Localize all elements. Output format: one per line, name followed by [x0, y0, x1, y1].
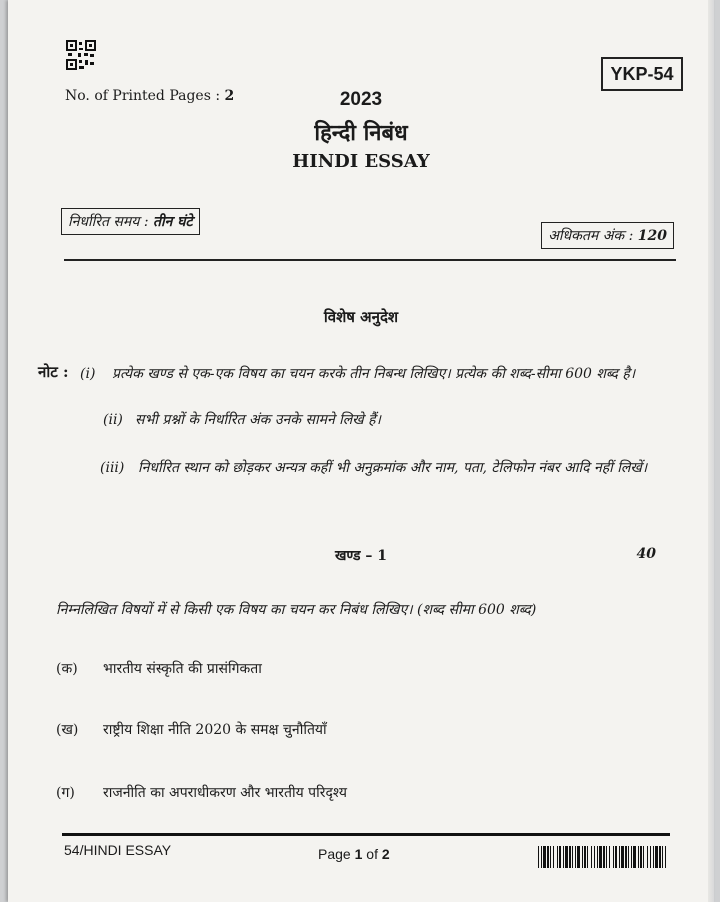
topic-text: भारतीय संस्कृति की प्रासंगिकता	[103, 661, 262, 677]
title-hindi: हिन्दी निबंध	[314, 120, 408, 146]
page-of: of	[362, 846, 382, 862]
note-label: नोट :	[38, 363, 69, 381]
title-english: HINDI ESSAY	[292, 151, 430, 172]
section-marks: 40	[636, 546, 656, 562]
divider	[64, 259, 676, 261]
time-label: निर्धारित समय :	[68, 214, 153, 230]
note-item-text: प्रत्येक खण्ड से एक-एक विषय का चयन करके तीन निबन्ध लिखिए। प्रत्येक की शब्द-सीमा 600 शब्द है।	[112, 366, 636, 382]
exam-year: 2023	[339, 89, 383, 110]
note-item	[100, 458, 647, 477]
note-item	[80, 364, 635, 383]
max-marks	[541, 222, 674, 249]
qr-code-icon	[66, 40, 96, 70]
note-item	[103, 410, 381, 429]
footer-paper-name: 54/HINDI ESSAY	[64, 842, 172, 858]
printed-pages-label: No. of Printed Pages :	[65, 88, 225, 104]
note-item-number: (iii)	[100, 460, 125, 476]
marks-value: 120	[637, 228, 667, 244]
note-item-number: (ii)	[103, 412, 123, 428]
note-item-number: (i)	[80, 366, 96, 382]
paper-code: YKP-54	[601, 57, 683, 91]
section-heading: खण्ड – 1	[334, 548, 388, 564]
section-instruction: निम्नलिखित विषयों में से किसी एक विषय का चयन कर निबंध लिखिए। (शब्द सीमा 600 शब्द)	[56, 602, 537, 618]
footer-divider	[62, 833, 670, 836]
note-item-text: निर्धारित स्थान को छोड़कर अन्यत्र कहीं भी अनुक्रमांक और नाम, पता, टेलिफोन नंबर आदि नहीं लिखें।	[138, 460, 648, 476]
note-item-text: सभी प्रश्नों के निर्धारित अंक उनके सामने लिखे हैं।	[135, 412, 381, 428]
topic-label: (ख)	[56, 722, 79, 738]
topic-text: राजनीति का अपराधीकरण और भारतीय परिदृश्य	[103, 785, 347, 801]
barcode-icon	[538, 846, 668, 868]
time-allowed	[61, 208, 200, 235]
marks-label: अधिकतम अंक :	[548, 228, 638, 244]
time-value: तीन घंटे	[153, 214, 193, 230]
page-current: 1	[354, 846, 363, 862]
exam-paper	[8, 0, 714, 902]
page-total: 2	[381, 846, 390, 862]
topic-label: (ग)	[56, 785, 75, 801]
instructions-heading: विशेष अनुदेश	[323, 308, 399, 326]
topic-label: (क)	[56, 661, 78, 677]
topic-text: राष्ट्रीय शिक्षा नीति 2020 के समक्ष चुनौतियाँ	[103, 722, 327, 738]
printed-pages-value: 2	[224, 88, 235, 104]
page-prefix: Page	[318, 846, 355, 862]
page-number	[318, 846, 390, 862]
